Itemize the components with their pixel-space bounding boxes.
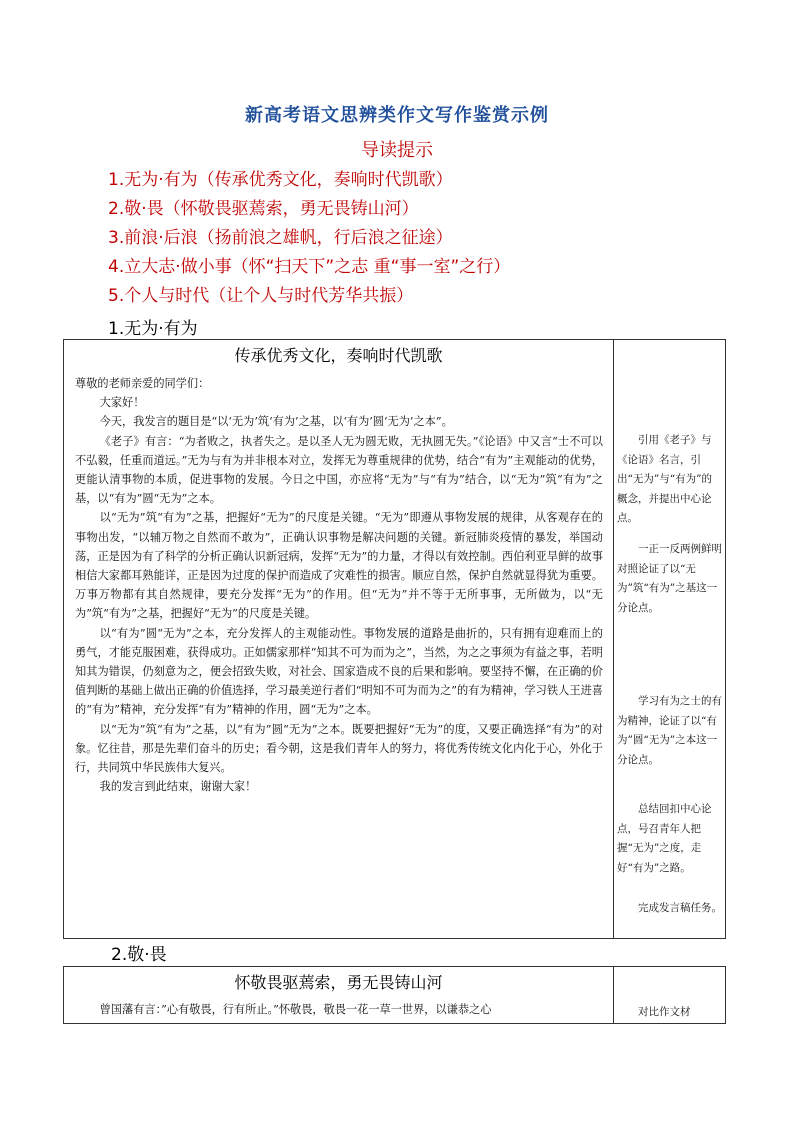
outline-item: 3.前浪·后浪（扬前浪之雄帆，行后浪之征途） (108, 228, 453, 248)
outline-item: 5.个人与时代（让个人与时代芳华共振） (108, 286, 414, 306)
outline-item: 2.敬·畏（怀敬畏驱蔫索，勇无畏铸山河） (108, 199, 419, 219)
essay-paragraph: 曾国藩有言：”心有敬畏，行有所止。”怀敬畏，敬畏一花一草一世界，以谦恭之心 (99, 1003, 492, 1016)
margin-note: 完成发言稿任务。 (638, 902, 722, 914)
margin-note: 对比作文材 (638, 1006, 691, 1018)
page-title: 新高考语文思辨类作文写作鉴赏示例 (245, 105, 549, 126)
outline-item: 4.立大志·做小事（怀“扫天下”之志 重“事一室”之行） (108, 257, 511, 277)
outline-item: 1.无为·有为（传承优秀文化，奏响时代凯歌） (108, 170, 453, 190)
essay-paragraph: 今天，我发言的题目是“以‘无为’筑‘有为’之基，以‘有为’圆‘无为’之本”。 (99, 415, 453, 429)
margin-note: 学习有为之士的有为精神，论证了以“有为”圆“无为”之本这一分论点。 (617, 695, 722, 766)
column-divider (613, 967, 614, 1023)
margin-note: 一正一反两例鲜明对照论证了以“无为”筑“有为”之基这一分论点。 (617, 543, 722, 614)
margin-note: 总结回扣中心论点，号召青年人把握“无为”之度，走好“有为”之路。 (617, 803, 712, 874)
essay-title: 怀敬畏驱蔫索，勇无畏铸山河 (234, 973, 443, 992)
essay-table-2 (63, 966, 726, 1024)
essay-paragraph: 以“无为”筑“有为”之基，以“有为”圆“无为”之本。既要把握好“无为”的度，又要正确选择“有为”的对象。忆往昔，那是先辈们奋斗的历史；看今朝，这是我们青年人的努力，将优秀传统文化内化于心，外化于行，共同筑中华民族伟大复兴。 (75, 722, 603, 775)
essay-table-1 (63, 339, 726, 939)
section-2-heading: 2.敬·畏 (111, 945, 167, 965)
salutation: 尊敬的老师亲爱的同学们： (75, 377, 210, 390)
essay-paragraph: 《老子》有言：“为者败之，执者失之。是以圣人无为圆无败，无执圆无失。”《论语》中又言“士不可以不弘毅，任重而道远。”无为与有为并非根本对立，发挥无为尊重规律的优势，结合“有为”主观能动的优势，更能认清事物的本质，促进事物的发展。今日之中国，亦应将“无为”与“有为”结合，以“无为”筑“有为”之基，以“有为”圆“无为”之本。 (75, 434, 603, 506)
margin-note: 引用《老子》与《论语》名言，引出“无为”与“有为”的概念，并提出中心论点。 (617, 434, 712, 524)
outline-list (108, 166, 510, 311)
essay-body (75, 1000, 603, 1019)
essay-paragraph: 我的发言到此结束，谢谢大家！ (99, 780, 257, 794)
essay-title: 传承优秀文化，奏响时代凯歌 (234, 346, 443, 365)
column-divider (613, 340, 614, 938)
section-1-heading: 1.无为·有为 (108, 319, 198, 339)
essay-paragraph: 以“有为”圆“无为”之本，充分发挥人的主观能动性。事物发展的道路是曲折的，只有拥有迎难而上的勇气，才能克服困难，获得成功。正如儒家那样“知其不可为而为之”，当然，为之之事须为有益之事，若明知其为错误，仍刻意为之，便会招致失败，对社会、国家造成不良的后果和影响。要坚持不懈，在正确的价值判断的基础上做出正确的价值选择，学习最美逆行者们“明知不可为而为之”的有为精神，学习铁人王进喜的“有为”精神，充分发挥“有为”精神的作用，圆“无为”之本。 (75, 626, 603, 717)
essay-body (75, 374, 603, 796)
essay-paragraph: 大家好！ (99, 396, 145, 410)
guide-title: 导读提示 (361, 140, 433, 161)
essay-paragraph: 以“无为”筑“有为”之基，把握好“无为”的尺度是关键。“无为”即遵从事物发展的规律，从客观存在的事物出发，“以辅万物之自然而不敢为”，正确认识事物是解决问题的关键。新冠肺炎疫情的暴发，举国动荡，正是因为有了科学的分析正确认识新冠病，发挥“无为”的力量，才得以有效控制。西伯利亚旱鲜的故事相信大家都耳熟能详，正是因为过度的保护而造成了灾难性的损害。顺应自然，保护自然就显得犹为重要。万事万物都有其自然规律，要充分发挥“无为”的作用。但“无为”并不等于无所事事，无所做为，以“无为”筑“有为”之基，把握好“无为”的尺度是关键。 (75, 511, 603, 621)
